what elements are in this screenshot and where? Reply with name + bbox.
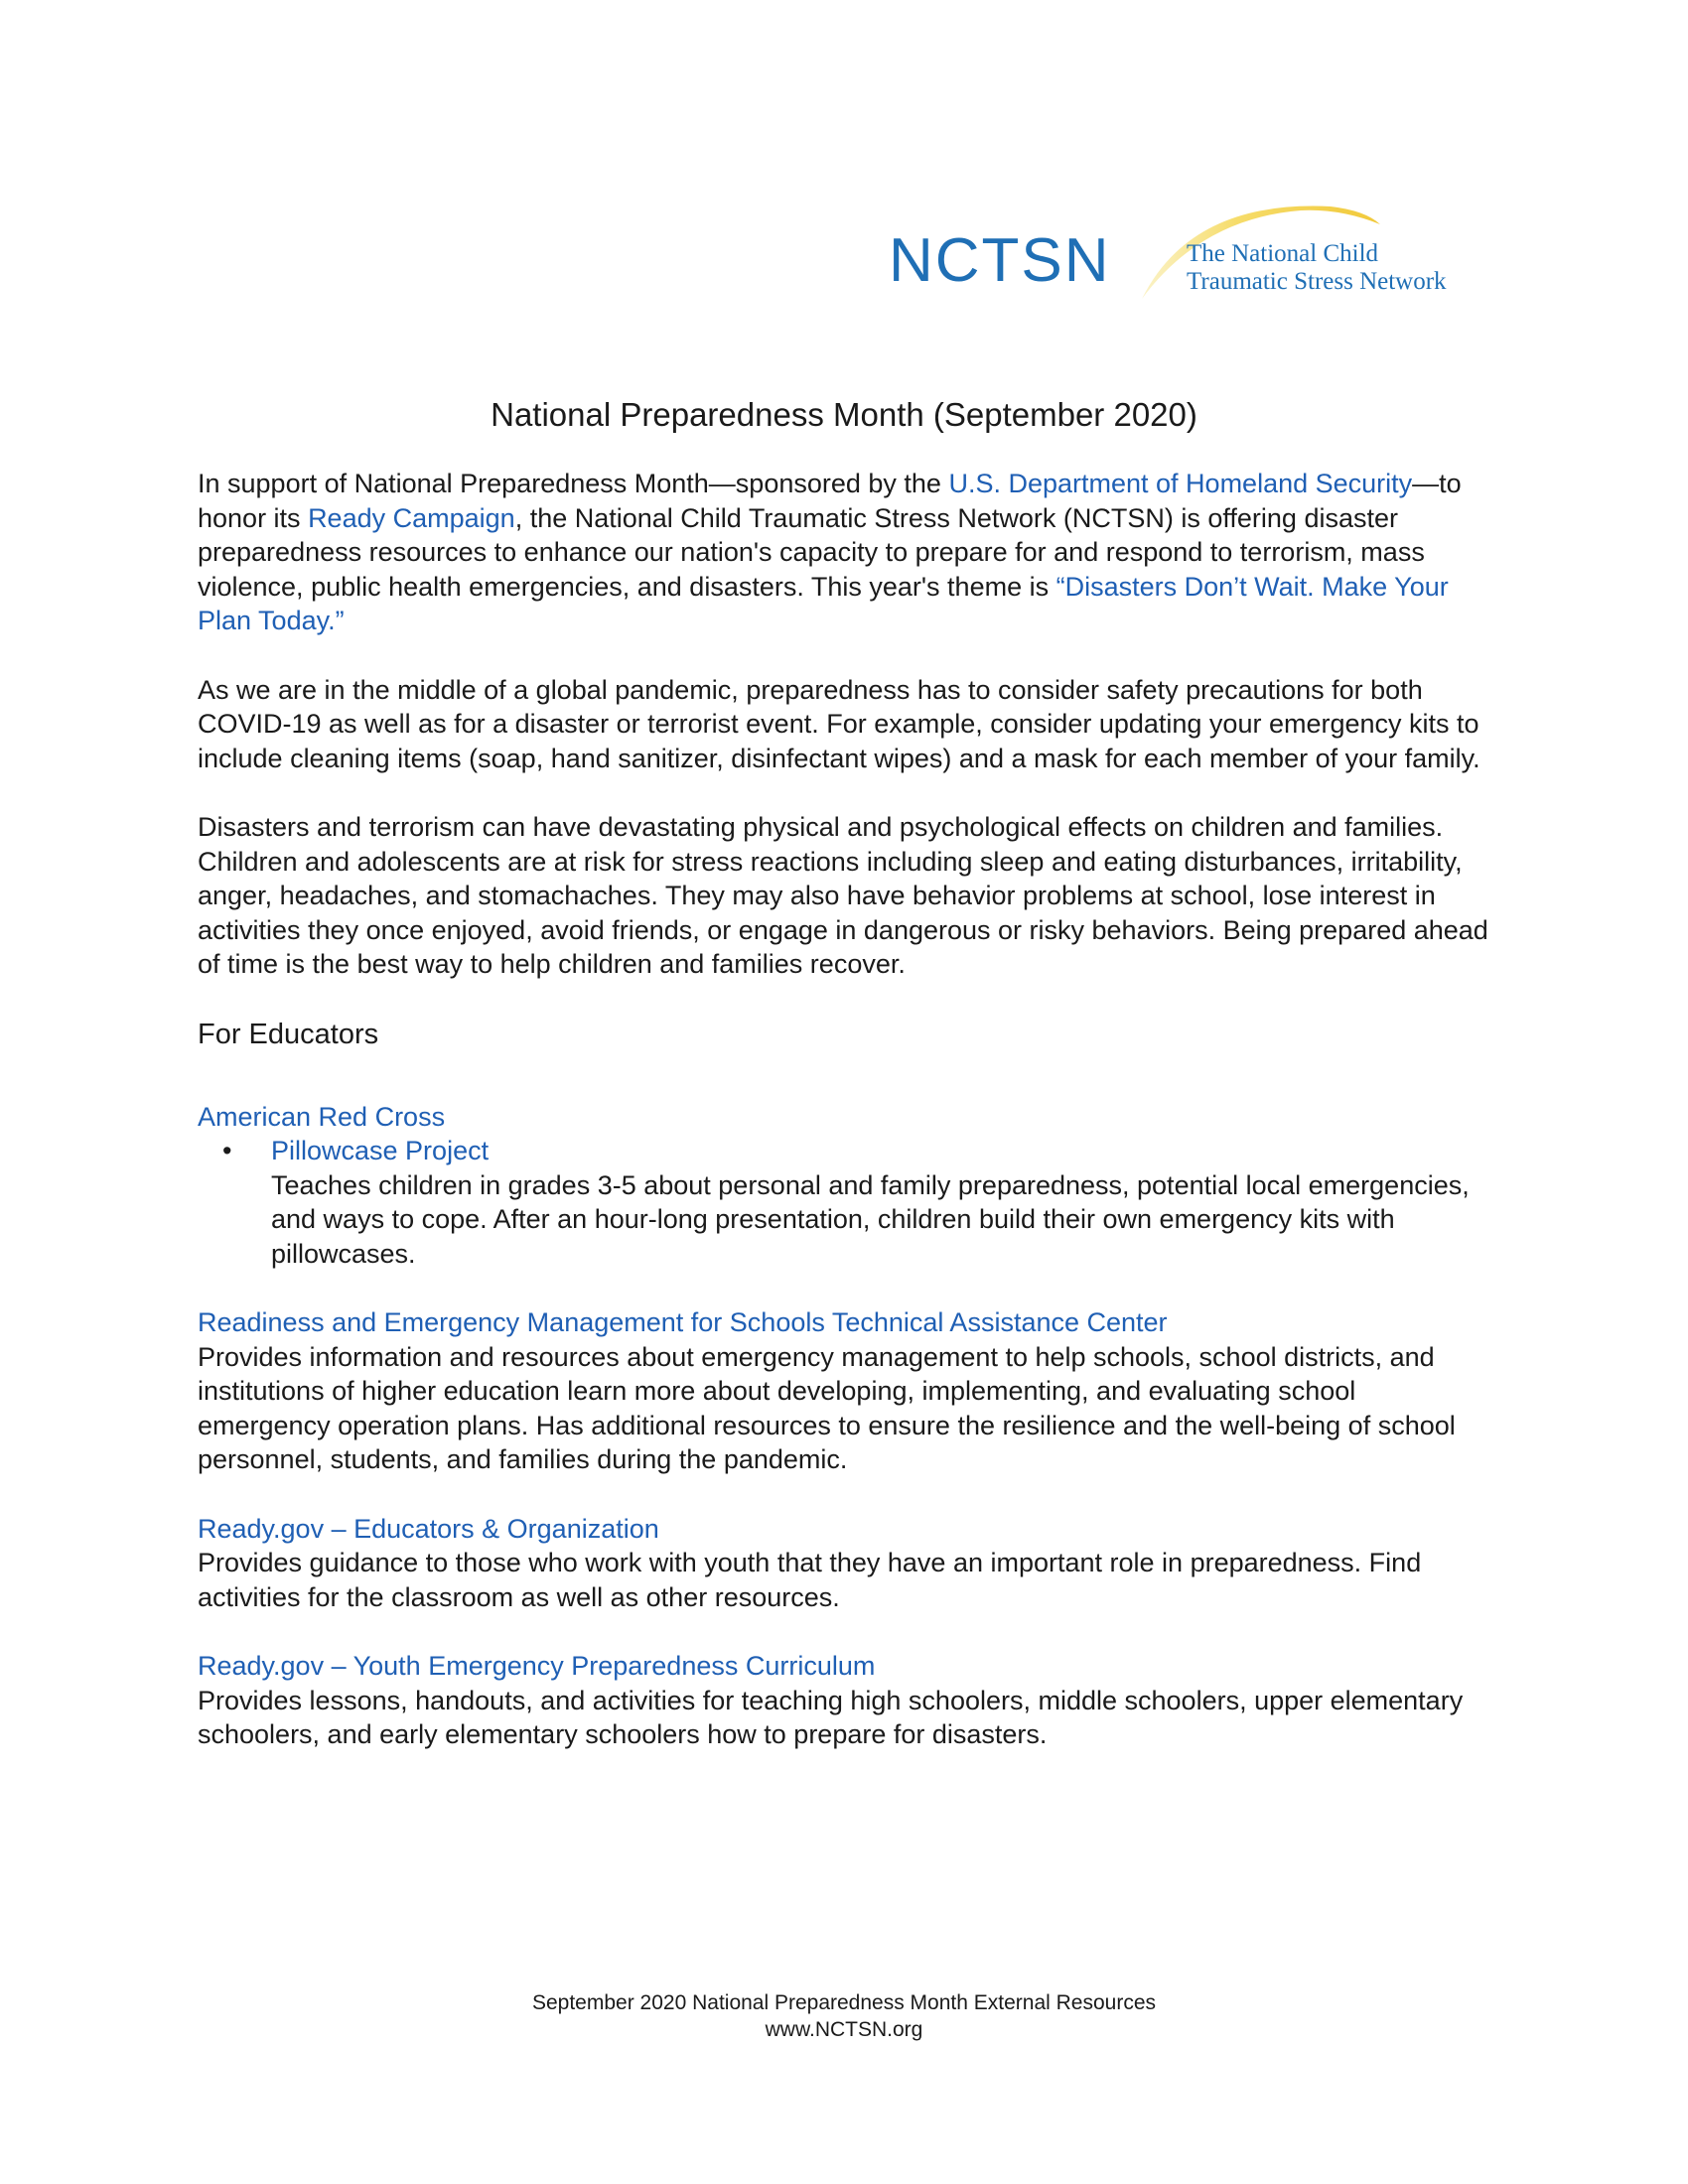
ready-youth-description: Provides lessons, handouts, and activities for teaching high schoolers, middle schoolers, upper elementary schoolers, and early elementary schoolers how to prepare for disasters. bbox=[198, 1685, 1464, 1750]
logo-tagline-line1: The National Child bbox=[1187, 240, 1379, 267]
rems-ta-center-link[interactable]: Readiness and Emergency Management for Schools Technical Assistance Center bbox=[198, 1307, 1168, 1338]
ready-educators-resource bbox=[198, 1512, 1488, 1615]
ready-educators-link[interactable]: Ready.gov – Educators & Organization bbox=[198, 1513, 659, 1544]
ready-campaign-link[interactable]: Ready Campaign bbox=[308, 502, 515, 533]
pillowcase-project-description: Teaches children in grades 3-5 about personal and family preparedness, potential local emergencies, and ways to cope. After an hour-long presentation, children build their own emergency kits with pillowcases. bbox=[271, 1169, 1470, 1269]
logo-acronym: NCTSN bbox=[889, 226, 1111, 295]
nctsn-logo bbox=[889, 195, 1484, 306]
intro-paragraph bbox=[198, 467, 1488, 638]
logo-tagline-line2: Traumatic Stress Network bbox=[1187, 268, 1447, 295]
bullet-icon: • bbox=[222, 1136, 232, 1166]
intro-text-3: , the National Child Traumatic Stress Network (NCTSN) is offering disaster preparedness resources to enhance our nation's capacity to prepare for and respond to terrorism, mass violence, public health emergencies, and disasters. This year's theme is bbox=[198, 502, 1425, 602]
list-item bbox=[198, 1134, 1488, 1271]
educators-heading: For Educators bbox=[198, 1018, 379, 1050]
logo-tagline bbox=[1187, 240, 1447, 296]
red-cross-resource bbox=[198, 1100, 1488, 1272]
ready-youth-resource bbox=[198, 1649, 1488, 1752]
theme-link[interactable]: “Disasters Don’t Wait. Make Your Plan Today.” bbox=[198, 571, 1449, 636]
rems-resource bbox=[198, 1305, 1488, 1477]
rems-description: Provides information and resources about emergency management to help schools, school districts, and institutions of higher education learn more about developing, implementing, and evaluating school emergency operation plans. Has additional resources to ensure the resilience and the well-being of school personnel, students, and families during the pandemic. bbox=[198, 1341, 1456, 1475]
ready-educators-description: Provides guidance to those who work with youth that they have an important role in preparedness. Find activities for the classroom as well as other resources. bbox=[198, 1548, 1422, 1612]
pandemic-paragraph: As we are in the middle of a global pandemic, preparedness has to consider safety precautions for both COVID-19 as well as for a disaster or terrorist event. For example, consider updating your emergency kits to include cleaning items (soap, hand sanitizer, disinfectant wipes) and a mask for each member of your family. bbox=[198, 674, 1480, 773]
document-body bbox=[198, 467, 1488, 1786]
dhs-link[interactable]: U.S. Department of Homeland Security bbox=[948, 469, 1413, 498]
footer-title: September 2020 National Preparedness Month External Resources bbox=[531, 1991, 1157, 2014]
intro-text-2: —to honor its bbox=[198, 469, 1462, 533]
red-cross-link[interactable]: American Red Cross bbox=[198, 1101, 446, 1132]
effects-paragraph: Disasters and terrorism can have devastating physical and psychological effects on children and families. Children and adolescents are at risk for stress reactions including sleep and eating disturbances, irritability, anger, headaches, and stomachaches. They may also have behavior problems at school, lose interest in activities they once enjoyed, avoid friends, or engage in dangerous or risky behaviors. Being prepared ahead of time is the best way to help children and families recover. bbox=[198, 811, 1488, 980]
red-cross-list bbox=[198, 1134, 1488, 1271]
footer-url: www.NCTSN.org bbox=[765, 2018, 923, 2041]
pillowcase-project-link[interactable]: Pillowcase Project bbox=[271, 1136, 490, 1166]
ready-youth-curriculum-link[interactable]: Ready.gov – Youth Emergency Preparedness Curriculum bbox=[198, 1651, 876, 1681]
intro-text-1: In support of National Preparedness Month—sponsored by the bbox=[198, 469, 949, 498]
page-footer bbox=[0, 1989, 1688, 2043]
page-title: National Preparedness Month (September 2020) bbox=[491, 396, 1197, 433]
